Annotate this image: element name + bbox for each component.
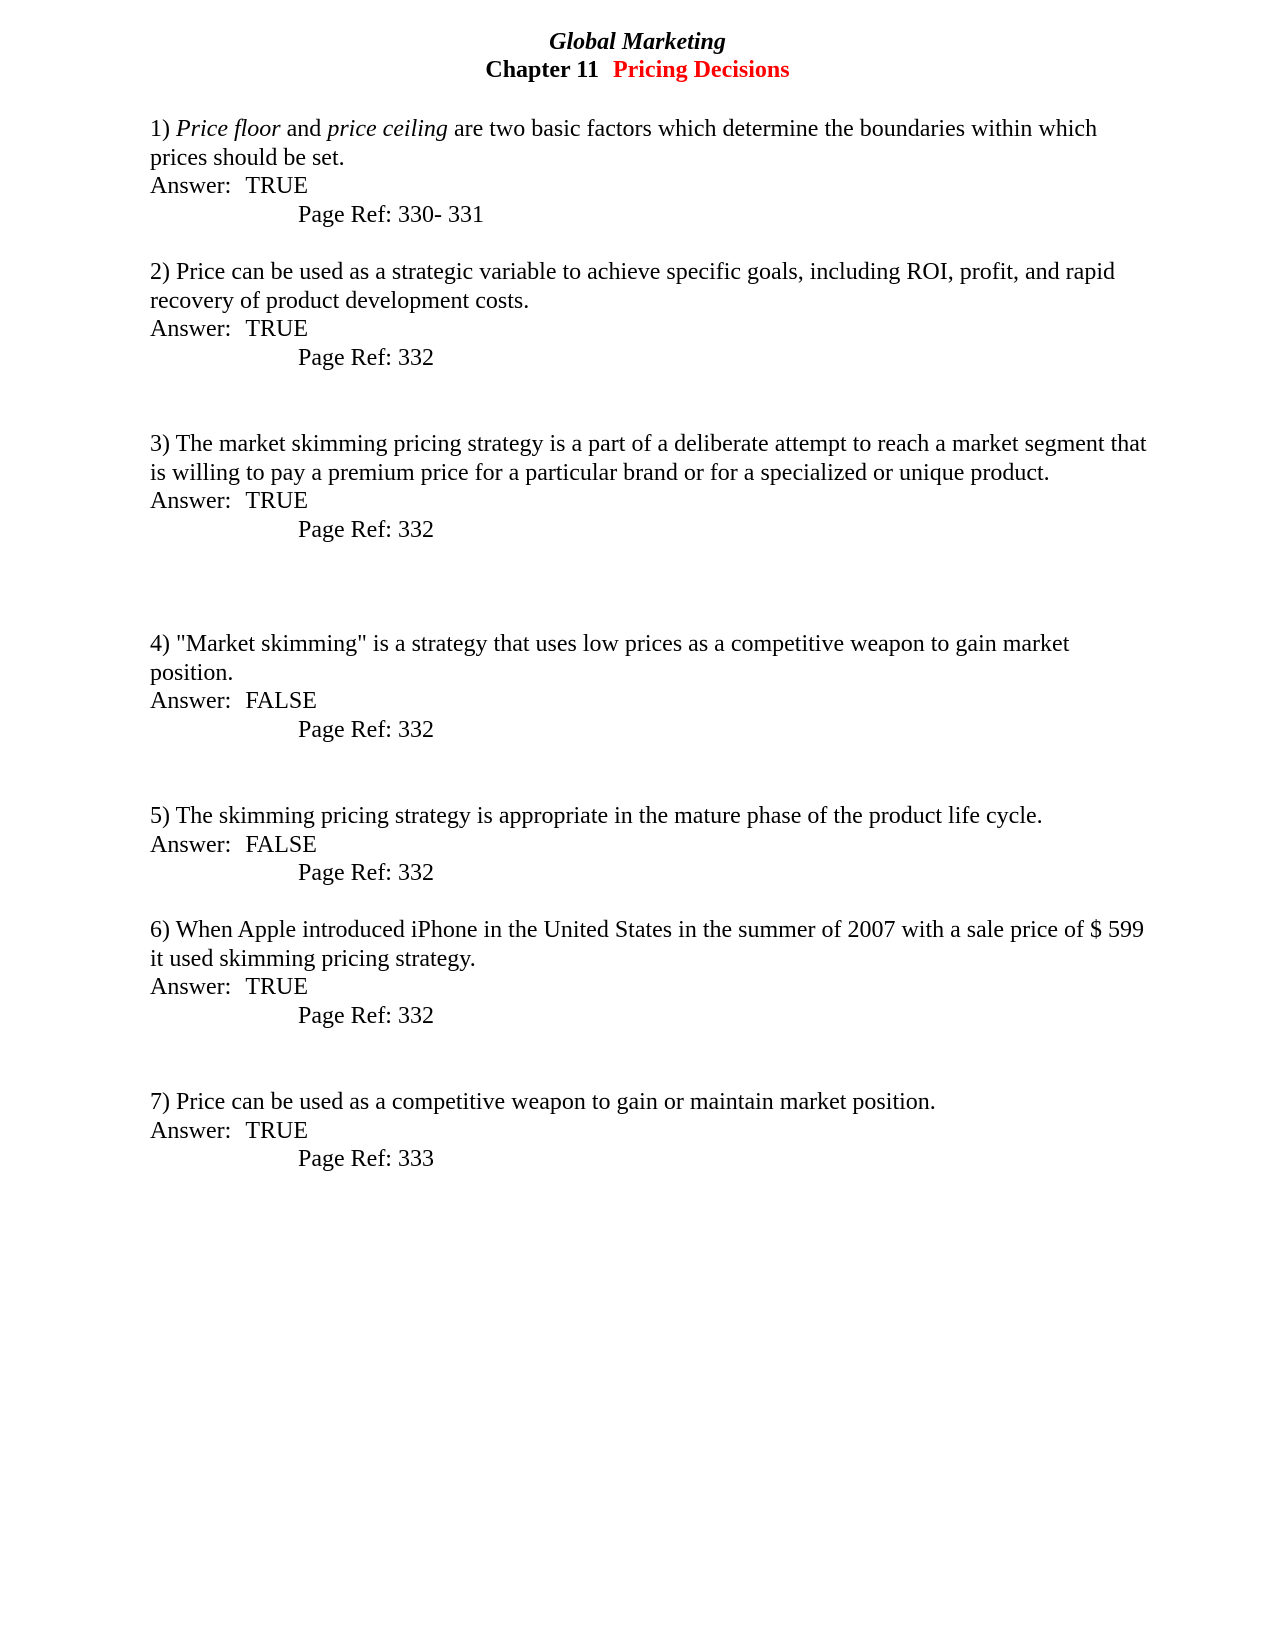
page-reference: Page Ref: 332 [298, 516, 434, 543]
question-text-part: and [286, 116, 322, 142]
question-text-part: are two basic factors which determine the boundaries within which prices should be set. [150, 116, 1098, 171]
question-body: When Apple introduced iPhone in the United States in the summer of 2007 with a sale price of $ 599 it used skimming pricing strategy. [150, 917, 1145, 972]
page-reference: Page Ref: 332 [298, 1002, 434, 1029]
chapter-heading [0, 56, 1275, 84]
page-reference: Page Ref: 332 [298, 860, 434, 886]
answer-value: TRUE [245, 316, 308, 342]
question-number: 6) [150, 917, 170, 943]
question-number: 2) [150, 259, 170, 285]
question-text [150, 430, 1150, 487]
answer-value: FALSE [245, 688, 317, 714]
answer-line [150, 1117, 1150, 1146]
question-body: Price can be used as a competitive weapon to gain or maintain market position. [176, 1089, 936, 1115]
answer-value: TRUE [245, 488, 308, 514]
answer-line [150, 687, 1150, 716]
question-text [150, 1088, 1150, 1117]
question-item [150, 258, 1150, 372]
answer-value: FALSE [245, 831, 317, 858]
question-item [150, 1088, 1150, 1174]
page-reference: Page Ref: 333 [298, 1146, 434, 1172]
answer-value: TRUE [245, 173, 308, 199]
answer-line [150, 172, 1150, 201]
question-term: price ceiling [327, 116, 448, 142]
answer-line [150, 973, 1150, 1002]
question-item [150, 630, 1150, 744]
question-text [150, 802, 1150, 831]
answer-label: Answer: [150, 974, 232, 1000]
question-body: The skimming pricing strategy is appropriate in the mature phase of the product life cycle. [175, 803, 1043, 829]
question-body: "Market skimming" is a strategy that uses low prices as a competitive weapon to gain market position. [150, 631, 1070, 686]
answer-line [150, 831, 1150, 860]
question-text [150, 258, 1150, 315]
question-item [150, 802, 1150, 888]
question-term: Price floor [176, 116, 281, 142]
answer-label: Answer: [150, 173, 232, 199]
course-title: Global Marketing [549, 29, 726, 55]
chapter-label: Chapter 11 [485, 57, 599, 83]
question-number: 4) [150, 631, 170, 657]
question-item [150, 430, 1150, 544]
question-item [150, 115, 1150, 229]
question-number: 7) [150, 1089, 170, 1115]
question-body: The market skimming pricing strategy is a part of a deliberate attempt to reach a market segment that is willing to pay a premium price for a particular brand or for a specialized or unique product. [150, 431, 1147, 486]
question-text [150, 916, 1150, 973]
page-reference: Page Ref: 332 [298, 344, 434, 371]
question-number: 1) [150, 116, 170, 142]
answer-label: Answer: [150, 488, 232, 514]
question-text [150, 115, 1150, 172]
answer-line [150, 315, 1150, 344]
answer-label: Answer: [150, 1117, 232, 1144]
answer-label: Answer: [150, 316, 232, 342]
question-body: Price can be used as a strategic variable to achieve specific goals, including ROI, profit, and rapid recovery of product development costs. [150, 259, 1115, 314]
question-number: 5) [150, 803, 170, 829]
answer-label: Answer: [150, 688, 232, 714]
page-reference: Page Ref: 330- 331 [298, 201, 484, 228]
chapter-topic: Pricing Decisions [612, 57, 790, 83]
answer-value: TRUE [245, 1117, 308, 1144]
question-item [150, 916, 1150, 1030]
answer-label: Answer: [150, 831, 232, 858]
answer-line [150, 487, 1150, 516]
question-number: 3) [150, 431, 170, 457]
answer-value: TRUE [245, 974, 308, 1000]
question-text [150, 630, 1150, 687]
page-header [0, 28, 1275, 84]
page-reference: Page Ref: 332 [298, 716, 434, 743]
